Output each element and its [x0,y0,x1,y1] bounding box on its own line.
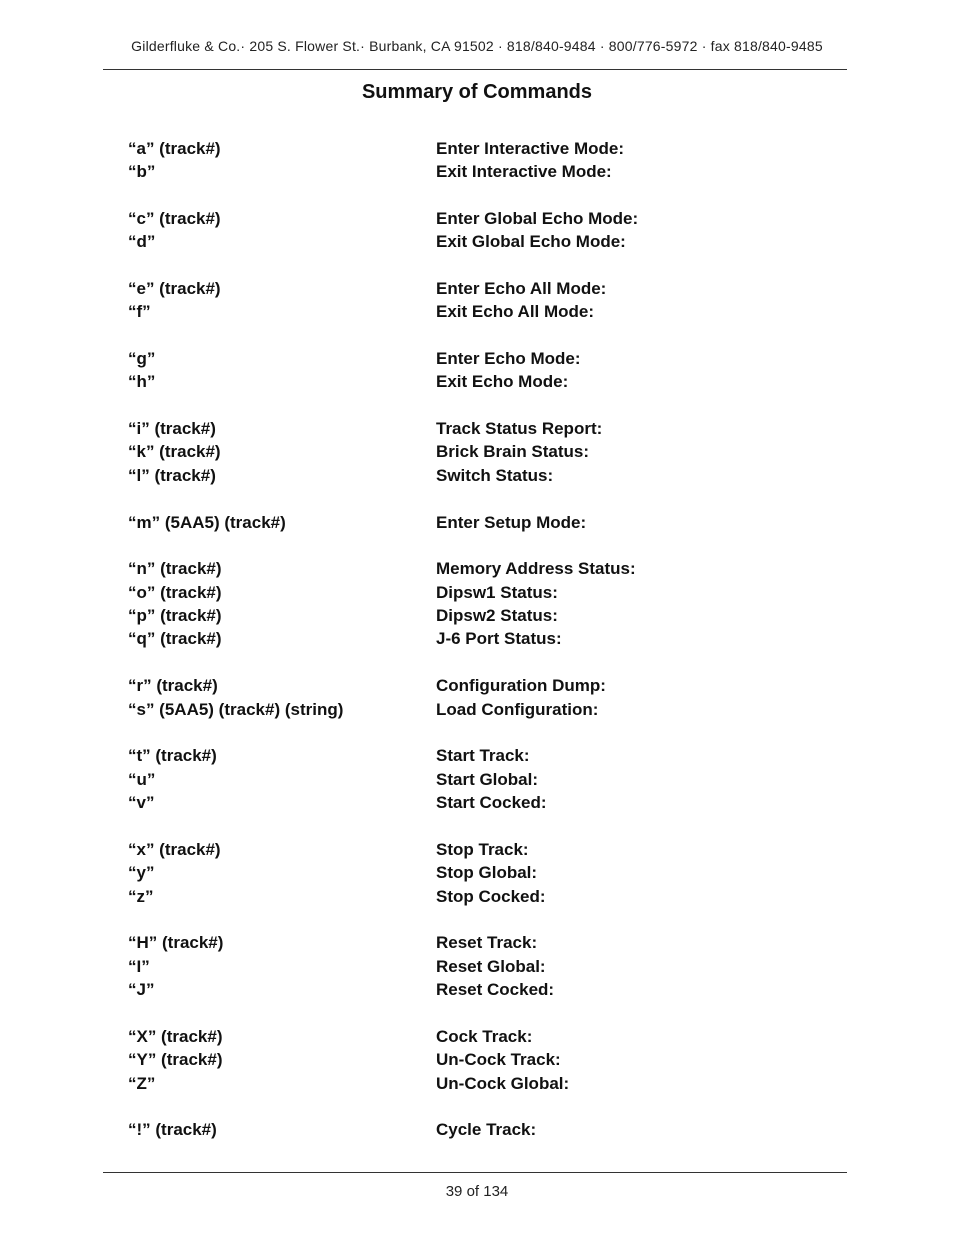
command-row [0,442,954,466]
command-description: Enter Interactive Mode: [436,139,624,158]
command-code: “e” (track#) [128,279,221,298]
command-row [0,957,954,981]
command-row [0,933,954,957]
page-number: 39 of 134 [445,1183,509,1200]
command-code: “Z” [128,1074,156,1093]
command-row [0,559,954,583]
command-row [0,770,954,794]
command-row [0,746,954,770]
command-row [0,629,954,653]
command-code: “h” [128,372,156,391]
command-description: Load Configuration: [436,700,599,719]
page-header: Gilderfluke & Co.· 205 S. Flower St.· Burbank, CA 91502 · 818/840-9484 · 800/776-5972 · fax 818/840-9485 [131,38,823,54]
command-code: “r” (track#) [128,676,218,695]
command-code: “b” [128,162,156,181]
command-code: “c” (track#) [128,209,221,228]
command-description: Stop Track: [436,840,529,859]
command-description: Reset Global: [436,957,546,976]
command-description: Stop Cocked: [436,887,546,906]
command-code: “g” [128,349,156,368]
command-description: Enter Setup Mode: [436,513,587,532]
command-row [0,840,954,864]
command-row [0,887,954,911]
command-code: “s” (5AA5) (track#) (string) [128,700,344,719]
page-title: Summary of Commands [361,81,593,103]
command-row [0,863,954,887]
command-code: “d” [128,232,156,251]
command-description: Stop Global: [436,863,538,882]
command-code: “!” (track#) [128,1120,217,1139]
command-description: Dipsw1 Status: [436,583,558,602]
command-code: “X” (track#) [128,1027,223,1046]
command-description: Start Global: [436,770,539,789]
command-description: Enter Global Echo Mode: [436,209,639,228]
command-row [0,1050,954,1074]
command-row [0,1120,954,1144]
command-code: “m” (5AA5) (track#) [128,513,286,532]
command-row [0,1074,954,1098]
command-description: J-6 Port Status: [436,629,562,648]
command-description: Un-Cock Track: [436,1050,561,1069]
command-row [0,372,954,396]
footer-rule [103,1172,847,1173]
command-description: Track Status Report: [436,419,603,438]
command-code: “I” [128,957,150,976]
command-description: Enter Echo All Mode: [436,279,607,298]
command-code: “n” (track#) [128,559,222,578]
command-description: Start Cocked: [436,793,547,812]
command-code: “H” (track#) [128,933,224,952]
command-description: Reset Cocked: [436,980,555,999]
command-row [0,1027,954,1051]
command-row [0,980,954,1004]
command-code: “q” (track#) [128,629,222,648]
command-code: “a” (track#) [128,139,221,158]
command-description: Reset Track: [436,933,538,952]
command-description: Enter Echo Mode: [436,349,581,368]
command-code: “y” [128,863,155,882]
command-description: Memory Address Status: [436,559,636,578]
command-row [0,279,954,303]
command-code: “v” [128,793,155,812]
command-description: Exit Global Echo Mode: [436,232,626,251]
command-description: Dipsw2 Status: [436,606,558,625]
command-code: “o” (track#) [128,583,222,602]
command-code: “Y” (track#) [128,1050,223,1069]
command-row [0,793,954,817]
command-description: Brick Brain Status: [436,442,590,461]
command-row [0,232,954,256]
command-description: Cycle Track: [436,1120,537,1139]
command-row [0,606,954,630]
command-code: “z” [128,887,154,906]
command-description: Un-Cock Global: [436,1074,570,1093]
command-code: “J” [128,980,155,999]
command-code: “k” (track#) [128,442,221,461]
command-code: “p” (track#) [128,606,222,625]
command-row [0,583,954,607]
command-description: Exit Echo All Mode: [436,302,595,321]
command-row [0,349,954,373]
command-description: Switch Status: [436,466,554,485]
command-row [0,139,954,163]
command-description: Exit Interactive Mode: [436,162,612,181]
command-row [0,466,954,490]
command-row [0,162,954,186]
command-code: “l” (track#) [128,466,216,485]
command-row [0,676,954,700]
command-code: “x” (track#) [128,840,221,859]
command-description: Configuration Dump: [436,676,606,695]
command-code: “u” [128,770,156,789]
command-row [0,700,954,724]
command-row [0,419,954,443]
command-description: Cock Track: [436,1027,533,1046]
command-description: Exit Echo Mode: [436,372,569,391]
command-row [0,302,954,326]
command-code: “f” [128,302,151,321]
command-row [0,209,954,233]
command-code: “t” (track#) [128,746,217,765]
command-code: “i” (track#) [128,419,216,438]
command-description: Start Track: [436,746,530,765]
command-row [0,513,954,537]
